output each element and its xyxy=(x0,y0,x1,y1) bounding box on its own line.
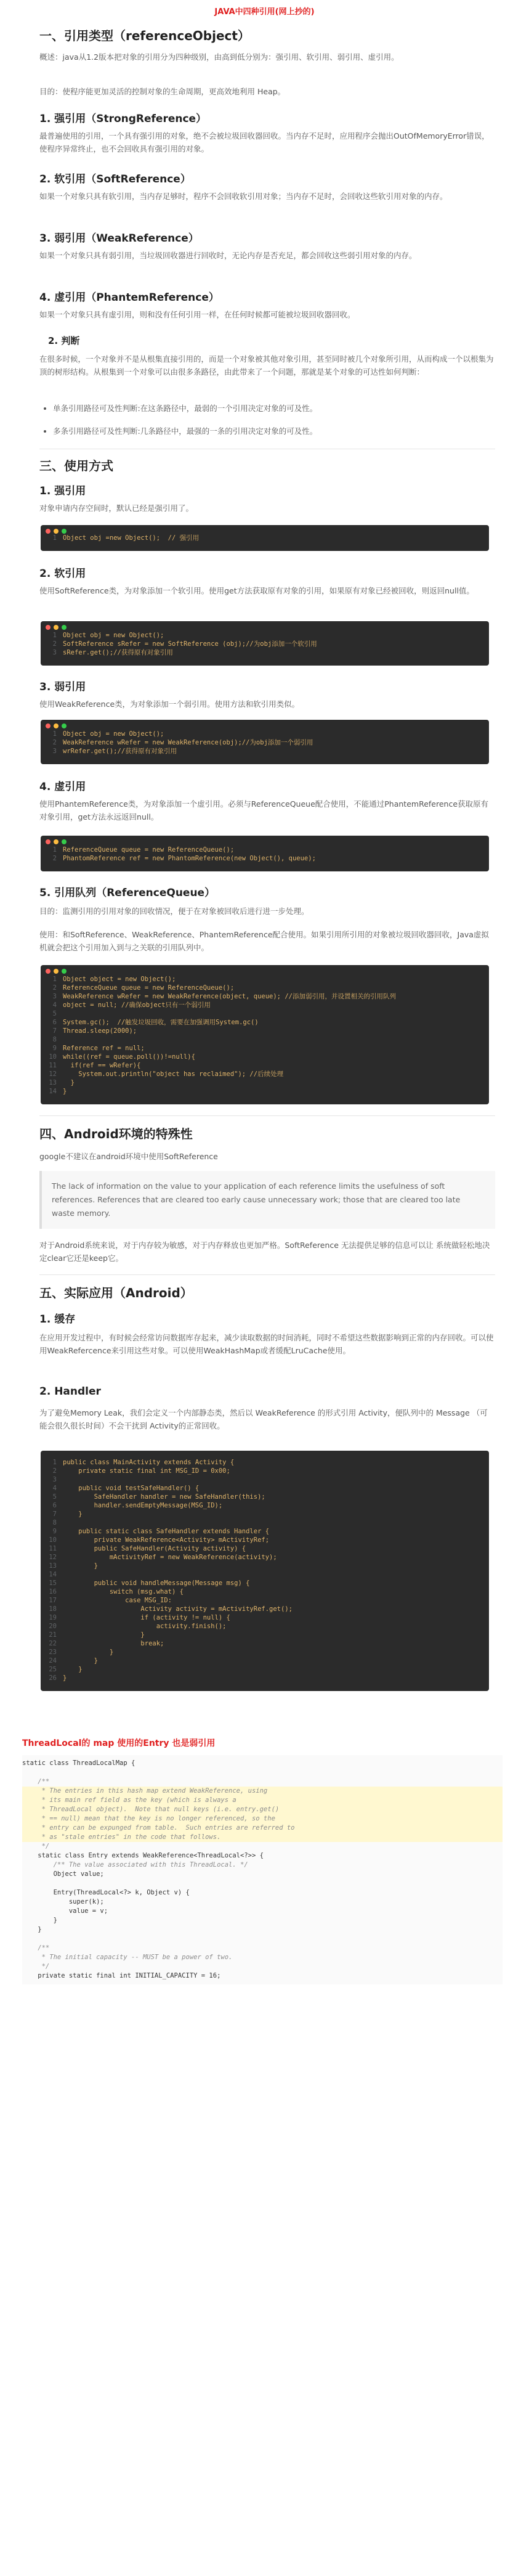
heading-weak-reference: 3. 弱引用（WeakReference） xyxy=(39,232,199,245)
code-line xyxy=(41,1501,489,1510)
code-line xyxy=(41,1087,489,1096)
code-text: public static class SafeHandler extends Handler { xyxy=(63,1528,270,1535)
code-line xyxy=(41,1035,489,1044)
code-line xyxy=(41,1622,489,1631)
line-number: 9 xyxy=(52,1045,57,1052)
code-text: Object obj = new Object(); xyxy=(63,730,164,738)
code-text: Object object = new Object(); xyxy=(63,976,176,983)
line-number: 9 xyxy=(52,1528,57,1535)
line-number: 19 xyxy=(49,1614,57,1621)
code-line xyxy=(41,1665,489,1674)
code-text: SafeHandler handler = new SafeHandler(this); xyxy=(63,1493,265,1501)
code-text: if(ref == wRefer){ xyxy=(63,1062,141,1069)
weak-reference-text: 如果一个对象只具有弱引用，当垃圾回收器进行回收时，无论内存是否充足，都会回收这些弱引用对象的内存。 xyxy=(39,251,417,260)
heading-soft-reference: 2. 软引用（SoftReference） xyxy=(39,173,191,185)
code-block-handler xyxy=(41,1451,489,1691)
page-banner: JAVA中四种引用(网上抄的) xyxy=(214,7,315,17)
line-number: 1 xyxy=(52,534,57,542)
code-line: * as "stale entries" in the code that follows. xyxy=(22,1833,503,1842)
quote-block: The lack of information on the value to your application of each reference limits the usefulness of soft references. References that are cleared too early cause unnecessary work; those that are cleared too late waste memory. xyxy=(39,1171,495,1229)
code-line xyxy=(41,1674,489,1682)
code-line: value = v; xyxy=(22,1907,108,1915)
code-text: ReferenceQueue queue = new ReferenceQueue(); xyxy=(63,984,235,992)
line-number: 7 xyxy=(52,1510,57,1518)
window-dots xyxy=(46,529,67,534)
code-line: static class ThreadLocalMap { xyxy=(22,1759,135,1767)
cache-text: 在应用开发过程中，有时候会经常访问数据库存起来，减少读取数据的时间消耗，同时不希望这些数据影响到正常的内存回收。可以使用WeakRefercence来引用这些对象。可以使用WeakHashMap或者缓配LruCache使用。 xyxy=(39,1333,494,1355)
code-line xyxy=(41,1493,489,1501)
code-line xyxy=(41,992,489,1001)
heading-usage-soft: 2. 软引用 xyxy=(39,568,86,580)
code-line xyxy=(41,1078,489,1087)
line-number: 11 xyxy=(49,1545,57,1552)
code-line xyxy=(41,631,489,640)
code-line xyxy=(41,1527,489,1536)
section-title-reference-types: 一、引用类型（referenceObject） xyxy=(39,28,250,43)
code-line xyxy=(41,1648,489,1657)
code-line: * ThreadLocal object). Note that null keys (i.e. entry.get() xyxy=(22,1805,503,1814)
code-line: /** xyxy=(22,1944,50,1952)
code-line xyxy=(41,1596,489,1605)
strong-reference-text: 最普遍使用的引用，一个具有强引用的对象，绝不会被垃圾回收器回收。当内存不足时，应用程序会抛出OutOfMemoryError错误，使程序异常终止，也不会回收具有强引用的对象。 xyxy=(39,131,490,153)
code-block-queue xyxy=(41,965,489,1104)
heading-usage-strong: 1. 强引用 xyxy=(39,485,86,497)
line-number: 10 xyxy=(49,1053,57,1061)
code-text: public SafeHandler(Activity activity) { xyxy=(63,1545,246,1552)
line-number: 3 xyxy=(52,1476,57,1483)
line-number: 21 xyxy=(49,1631,57,1639)
line-number: 2 xyxy=(52,855,57,862)
code-line xyxy=(41,1518,489,1527)
code-line: */ xyxy=(22,1843,50,1850)
code-line xyxy=(41,730,489,738)
line-number: 6 xyxy=(52,1502,57,1509)
code-text: sRefer.get();//获得原有对象引用 xyxy=(63,649,173,656)
line-number: 1 xyxy=(52,1459,57,1466)
judgement-text: 在很多时候，一个对象并不是从根集直接引用的，而是一个对象被其他对象引用，甚至同时被几个对象所引用，从而构成一个以根集为顶的树形结构。从根集到一个对象可以由很多条路径，由此带来了一个问题，那就是某个对象的可达性如何判断： xyxy=(39,354,494,377)
code-line xyxy=(41,1605,489,1613)
code-text: wrRefer.get();//获得原有对象引用 xyxy=(63,748,177,755)
line-number: 6 xyxy=(52,1019,57,1026)
code-line xyxy=(41,738,489,747)
queue-purpose-text: 目的：监测引用的引用对象的回收情况，便于在对象被回收后进行进一步处理。 xyxy=(39,907,309,916)
code-line: Object value; xyxy=(22,1870,104,1878)
line-number: 17 xyxy=(49,1597,57,1604)
code-line xyxy=(41,1018,489,1027)
line-number: 4 xyxy=(52,1001,57,1009)
code-line xyxy=(22,1768,503,1777)
divider xyxy=(39,1274,495,1275)
code-line xyxy=(41,1613,489,1622)
code-block-soft xyxy=(41,621,489,666)
code-line: private static final int INITIAL_CAPACITY = 16; xyxy=(22,1972,221,1979)
code-line: } xyxy=(22,1917,57,1924)
overview-text: 概述：java从1.2版本把对象的引用分为四种级别，由高到低分别为：强引用、软引用、弱引用、虚引用。 xyxy=(39,52,399,62)
code-line xyxy=(22,1879,503,1888)
code-line: * The entries in this hash map extend WeakReference, using xyxy=(22,1787,503,1796)
code-line xyxy=(22,1934,503,1944)
code-text: SoftReference sRefer = new SoftReference (obj);//为obj添加一个软引用 xyxy=(63,640,317,648)
line-number: 8 xyxy=(52,1036,57,1043)
code-line xyxy=(41,1458,489,1467)
code-text: mActivityRef = new WeakReference(activity); xyxy=(63,1554,277,1561)
line-number: 12 xyxy=(49,1554,57,1561)
code-text: } xyxy=(63,1088,67,1095)
line-number: 26 xyxy=(49,1674,57,1682)
code-text: } xyxy=(63,1649,114,1656)
line-number: 2 xyxy=(52,640,57,648)
line-number: 1 xyxy=(52,846,57,854)
section-title-usage: 三、使用方式 xyxy=(39,459,113,473)
usage-weak-text: 使用WeakReference类，为对象添加一个弱引用。使用方法和软引用类似。 xyxy=(39,699,300,709)
code-line: super(k); xyxy=(22,1898,104,1906)
code-line xyxy=(41,534,489,542)
code-line xyxy=(41,1562,489,1570)
code-line xyxy=(41,1044,489,1053)
threadlocal-title: ThreadLocal的 map 使用的Entry 也是弱引用 xyxy=(22,1738,216,1748)
code-text: ReferenceQueue queue = new ReferenceQueue(); xyxy=(63,846,235,854)
list-item: • 多条引用路径可及性判断:几条路径中，最强的一条的引用决定对象的可及性。 xyxy=(53,425,509,438)
line-number: 14 xyxy=(49,1088,57,1095)
code-line xyxy=(41,984,489,992)
window-dots xyxy=(46,839,67,844)
section-title-practice: 五、实际应用（Android） xyxy=(39,1286,193,1300)
code-line xyxy=(41,1070,489,1078)
usage-strong-text: 对象申请内存空间时，默认已经是强引用了。 xyxy=(39,503,194,513)
code-text: System.gc(); //触发垃圾回收，需要在加强调用System.gc() xyxy=(63,1019,259,1026)
code-line xyxy=(41,1027,489,1035)
line-number: 2 xyxy=(52,1467,57,1475)
line-number: 13 xyxy=(49,1562,57,1570)
line-number: 12 xyxy=(49,1070,57,1078)
code-text: public void testSafeHandler() { xyxy=(63,1485,200,1492)
line-number: 1 xyxy=(52,976,57,983)
section-title-android: 四、Android环境的特殊性 xyxy=(39,1127,193,1141)
code-line: * entry can be expunged from table. Such entries are referred to xyxy=(22,1824,503,1833)
line-number: 2 xyxy=(52,739,57,746)
heading-judgement: 2. 判断 xyxy=(48,335,80,346)
code-line: static class Entry extends WeakReference<ThreadLocal<?>> { xyxy=(22,1852,264,1859)
threadlocal-code xyxy=(22,1755,503,1984)
code-line xyxy=(41,1061,489,1070)
heading-cache: 1. 缓存 xyxy=(39,1313,76,1326)
code-line xyxy=(41,1484,489,1493)
code-text: private static final int MSG_ID = 0x00; xyxy=(63,1467,230,1475)
code-line: */ xyxy=(22,1963,50,1970)
code-text: while((ref = queue.poll())!=null){ xyxy=(63,1053,195,1061)
line-number: 2 xyxy=(52,984,57,992)
code-line xyxy=(41,1588,489,1596)
code-line xyxy=(41,1009,489,1018)
code-text: Object obj = new Object(); xyxy=(63,632,164,639)
code-line xyxy=(41,1536,489,1544)
code-text: } xyxy=(63,1079,75,1086)
line-number: 3 xyxy=(52,748,57,755)
code-line xyxy=(41,640,489,648)
code-line xyxy=(41,1467,489,1475)
code-line xyxy=(41,846,489,854)
code-text: WeakReference wRefer = new WeakReference(obj);//为obj添加一个弱引用 xyxy=(63,739,313,746)
code-line: * == null) mean that the key is no longer referenced, so the xyxy=(22,1814,503,1824)
phantom-reference-text: 如果一个对象只具有虚引用，则和没有任何引用一样，在任何时候都可能被垃圾回收器回收。 xyxy=(39,310,355,319)
code-text: Object obj =new Object(); // 强引用 xyxy=(63,534,200,542)
code-line xyxy=(41,1475,489,1484)
heading-strong-reference: 1. 强引用（StrongReference） xyxy=(39,113,207,125)
code-text: } xyxy=(63,1562,98,1570)
code-line: } xyxy=(22,1926,42,1933)
line-number: 23 xyxy=(49,1649,57,1656)
window-dots xyxy=(46,969,67,974)
window-dots xyxy=(46,625,67,630)
code-line xyxy=(41,1553,489,1562)
line-number: 7 xyxy=(52,1027,57,1035)
heading-usage-phantom: 4. 虚引用 xyxy=(39,781,86,793)
code-text: activity.finish(); xyxy=(63,1623,227,1630)
code-line xyxy=(41,1639,489,1648)
line-number: 16 xyxy=(49,1588,57,1596)
window-dots xyxy=(46,723,67,728)
line-number: 25 xyxy=(49,1666,57,1673)
line-number: 18 xyxy=(49,1605,57,1613)
soft-reference-text: 如果一个对象只具有软引用，当内存足够时，程序不会回收软引用对象；当内存不足时，会回收这些软引用对象的内存。 xyxy=(39,192,448,201)
line-number: 4 xyxy=(52,1485,57,1492)
line-number: 24 xyxy=(49,1657,57,1665)
code-line xyxy=(41,747,489,756)
code-text: PhantomReference ref = new PhantomReference(new Object(), queue); xyxy=(63,855,316,862)
heading-phantom-reference: 4. 虚引用（PhantemReference） xyxy=(39,291,219,304)
line-number: 13 xyxy=(49,1079,57,1086)
code-text: } xyxy=(63,1631,145,1639)
code-text: WeakReference wRefer = new WeakReference(object, queue); //添加弱引用，并设置相关的引用队列 xyxy=(63,993,396,1000)
line-number: 22 xyxy=(49,1640,57,1647)
purpose-text: 目的：使程序能更加灵活的控制对象的生命周期，更高效地利用 Heap。 xyxy=(39,87,286,96)
code-text: Activity activity = mActivityRef.get(); xyxy=(63,1605,293,1613)
code-line xyxy=(41,1631,489,1639)
line-number: 8 xyxy=(52,1519,57,1526)
code-line xyxy=(41,1657,489,1665)
code-text: } xyxy=(63,1657,98,1665)
code-line: * The initial capacity -- MUST be a power of two. xyxy=(22,1954,233,1961)
heading-handler: 2. Handler xyxy=(39,1385,101,1398)
code-block-phantom xyxy=(41,836,489,871)
code-line xyxy=(41,1570,489,1579)
line-number: 3 xyxy=(52,993,57,1000)
code-line xyxy=(41,1544,489,1553)
code-line: Entry(ThreadLocal<?> k, Object v) { xyxy=(22,1889,190,1896)
code-line xyxy=(41,1579,489,1588)
handler-text: 为了避免Memory Leak，我们会定义一个内部静态类，然后以 WeakReference 的形式引用 Activity，便队列中的 Message （可能会很久很长时间）不会干扰到 Activity的正常回收。 xyxy=(39,1408,488,1430)
code-text: } xyxy=(63,1510,83,1518)
code-text: case MSG_ID: xyxy=(63,1597,172,1604)
divider xyxy=(39,1115,495,1116)
queue-usage-text: 使用：和SoftReference、WeakReference、PhantemReference配合使用。如果引用所引用的对象被垃圾回收器回收，Java虚拟机就会把这个引用加入到与之关联的引用队列中。 xyxy=(39,930,489,952)
code-text: Reference ref = null; xyxy=(63,1045,145,1052)
code-text: break; xyxy=(63,1640,164,1647)
code-text: private WeakReference<Activity> mActivityRef; xyxy=(63,1536,270,1544)
line-number: 14 xyxy=(49,1571,57,1578)
code-block-strong xyxy=(41,525,489,551)
line-number: 10 xyxy=(49,1536,57,1544)
line-number: 5 xyxy=(52,1493,57,1501)
heading-reference-queue: 5. 引用队列（ReferenceQueue） xyxy=(39,887,216,899)
code-line xyxy=(41,1510,489,1518)
list-item: • 单条引用路径可及性判断:在这条路径中，最弱的一个引用决定对象的可及性。 xyxy=(53,402,509,415)
android-intro-text: google不建议在android环境中使用SoftReference xyxy=(39,1152,218,1161)
usage-soft-text: 使用SoftReference类，为对象添加一个软引用。使用get方法获取原有对象的引用，如果原有对象已经被回收，则返回null值。 xyxy=(39,586,474,595)
heading-usage-weak: 3. 弱引用 xyxy=(39,681,86,693)
usage-phantom-text: 使用PhantemReference类，为对象添加一个虚引用。必须与ReferenceQueue配合使用，不能通过PhantemReference获取原有对象引用，get方法永远返回null。 xyxy=(39,799,489,821)
line-number: 1 xyxy=(52,730,57,738)
code-text: if (activity != null) { xyxy=(63,1614,230,1621)
code-text: Thread.sleep(2000); xyxy=(63,1027,137,1035)
code-line xyxy=(41,854,489,863)
code-line: /** xyxy=(22,1778,50,1785)
code-text: public void handleMessage(Message msg) { xyxy=(63,1579,250,1587)
code-text: } xyxy=(63,1674,67,1682)
line-number: 3 xyxy=(52,649,57,656)
code-line xyxy=(41,648,489,657)
code-line xyxy=(41,975,489,984)
code-line: * its main ref field as the key (which is always a xyxy=(22,1796,503,1805)
code-text: } xyxy=(63,1666,83,1673)
android-note-text: 对于Android系统来说，对于内存较为敏感，对于内存释放也更加严格。SoftReference 无法提供足够的信息可以让 系统做轻松地决定clear它还是keep它。 xyxy=(39,1241,490,1263)
line-number: 15 xyxy=(49,1579,57,1587)
code-line xyxy=(41,1053,489,1061)
code-text: public class MainActivity extends Activity { xyxy=(63,1459,235,1466)
code-text: switch (msg.what) { xyxy=(63,1588,184,1596)
code-text: object = null; //确保object只有一个弱引用 xyxy=(63,1001,211,1009)
line-number: 5 xyxy=(52,1010,57,1017)
code-block-weak xyxy=(41,720,489,764)
code-line: /** The value associated with this ThreadLocal. */ xyxy=(22,1861,248,1869)
line-number: 11 xyxy=(49,1062,57,1069)
code-text: System.out.println("object has reclaimed"); //后续处理 xyxy=(63,1070,284,1078)
code-line xyxy=(41,1001,489,1009)
code-text: handler.sendEmptyMessage(MSG_ID); xyxy=(63,1502,223,1509)
line-number: 1 xyxy=(52,632,57,639)
line-number: 20 xyxy=(49,1623,57,1630)
judgement-list xyxy=(39,402,509,447)
